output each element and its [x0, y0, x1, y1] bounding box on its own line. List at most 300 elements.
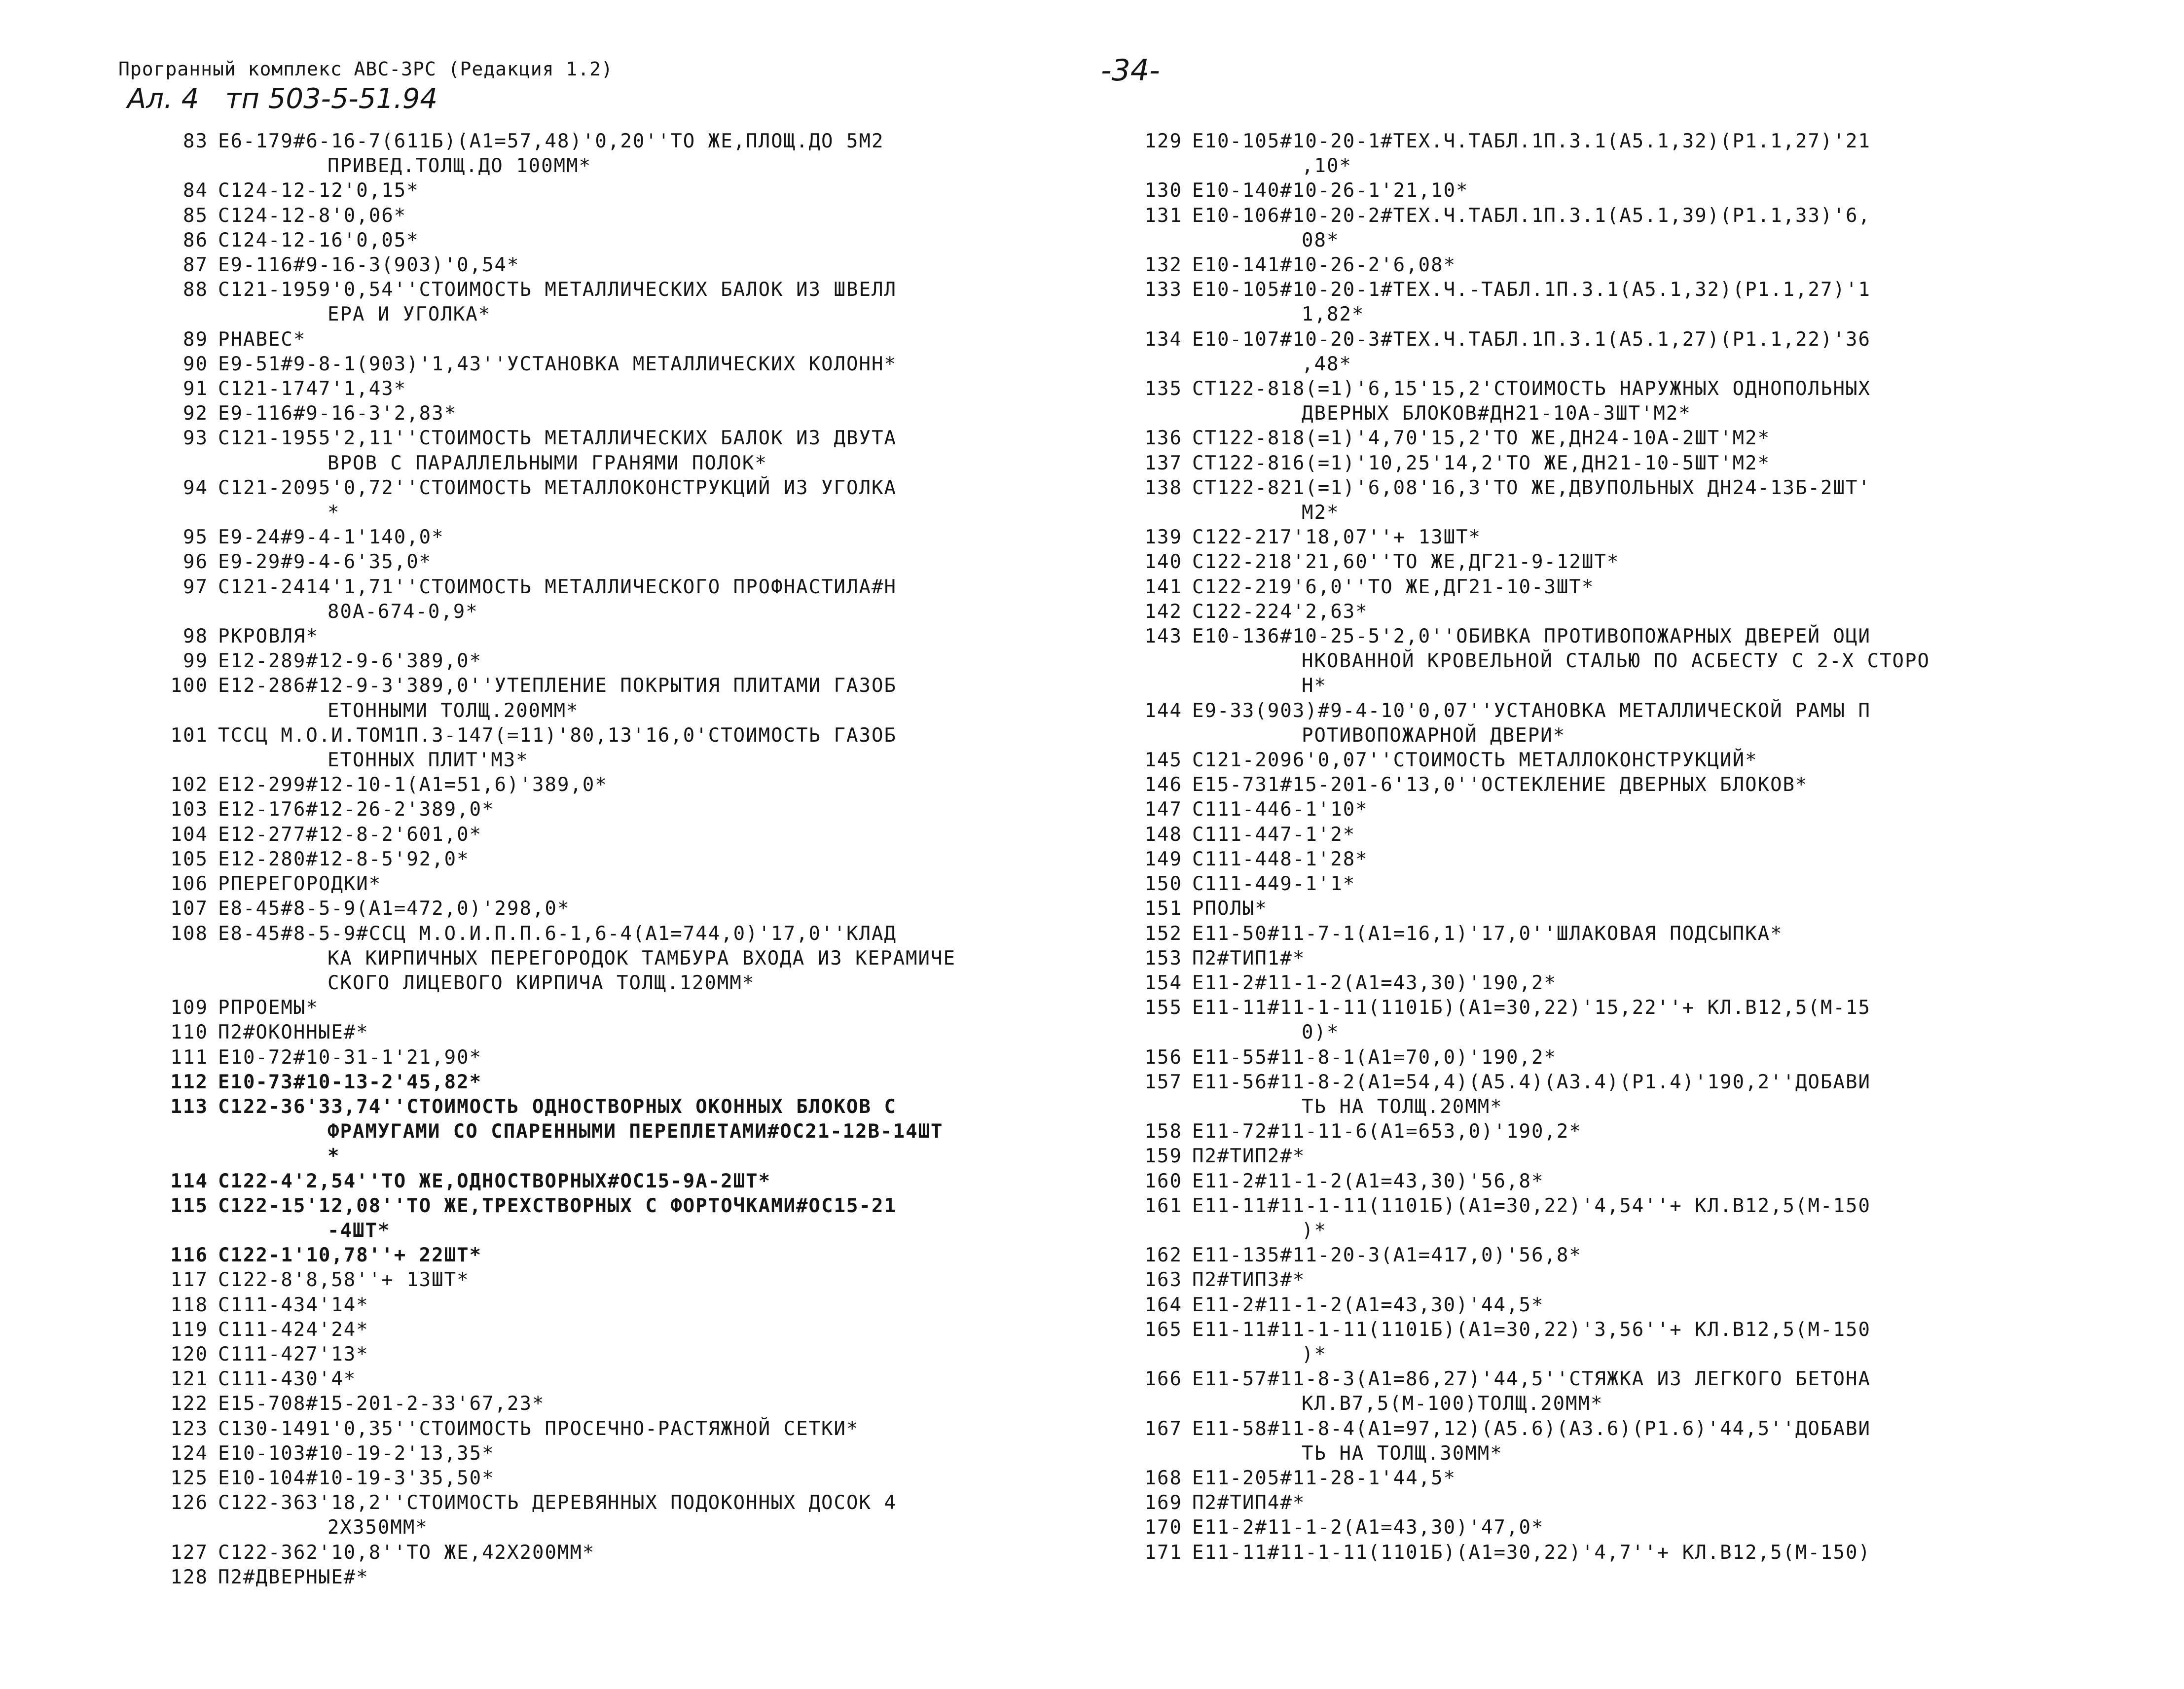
- line-text: -4ШТ*: [328, 1219, 391, 1242]
- line-number: 83: [183, 130, 208, 152]
- line-text: Е15-708#15-201-2-33'67,23*: [218, 1393, 545, 1415]
- line-number: 92: [183, 402, 208, 425]
- listing-line: [163, 377, 1051, 401]
- line-text: С124-12-8'0,06*: [218, 204, 407, 227]
- listing-line: [163, 1515, 1051, 1540]
- line-number: 142: [1144, 600, 1182, 623]
- line-text: Е11-11#11-1-11(1101Б)(А1=30,22)'4,54''+ КЛ.В12,5(М-150: [1192, 1194, 1871, 1217]
- line-number: 132: [1144, 254, 1182, 277]
- line-text: Е9-51#9-8-1(903)'1,43''УСТАНОВКА МЕТАЛЛИЧЕСКИХ КОЛОНН*: [218, 353, 897, 375]
- line-text: 1,82*: [1302, 303, 1365, 326]
- listing-line: [1137, 1515, 2035, 1540]
- line-number: 134: [1144, 328, 1182, 351]
- listing-line: [1137, 748, 2035, 773]
- listing-line: [1137, 649, 2035, 674]
- listing-line: [163, 773, 1051, 797]
- listing-line: [1137, 1169, 2035, 1194]
- listing-line: [1137, 1318, 2035, 1342]
- listing-line: [1137, 1417, 2035, 1441]
- line-number: [1137, 1095, 1182, 1119]
- line-text: ЕРА И УГОЛКА*: [328, 303, 491, 326]
- line-number: [1137, 1020, 1182, 1045]
- line-number: 151: [1144, 898, 1182, 920]
- line-number: 158: [1144, 1120, 1182, 1143]
- line-number: [1137, 1392, 1182, 1416]
- line-text: )*: [1302, 1219, 1327, 1242]
- listing-line: [1137, 179, 2035, 203]
- line-number: 104: [170, 823, 208, 846]
- listing-line: [163, 1342, 1051, 1367]
- listing-line: [163, 1293, 1051, 1318]
- line-text: С124-12-16'0,05*: [218, 229, 419, 252]
- listing-line: [163, 1070, 1051, 1095]
- line-number: 122: [170, 1393, 208, 1415]
- line-number: [1137, 674, 1182, 698]
- line-text: Е11-50#11-7-1(А1=16,1)'17,0''ШЛАКОВАЯ ПОДСЫПКА*: [1192, 922, 1783, 945]
- line-number: 89: [183, 328, 208, 351]
- line-text: П2#ТИП3#*: [1192, 1269, 1306, 1292]
- line-number: 128: [170, 1566, 208, 1588]
- line-text: С130-1491'0,35''СТОИМОСТЬ ПРОСЕЧНО-РАСТЯЖНОЙ СЕТКИ*: [218, 1417, 859, 1440]
- listing-line: [163, 996, 1051, 1020]
- page-number: -34-: [1101, 53, 1160, 88]
- line-number: 98: [183, 625, 208, 648]
- listing-line: [1137, 1243, 2035, 1268]
- line-text: С122-8'8,58''+ 13ШТ*: [218, 1269, 470, 1292]
- right-column: [1137, 129, 2035, 1565]
- listing-line: [1137, 723, 2035, 748]
- line-text: Е12-277#12-8-2'601,0*: [218, 823, 482, 846]
- line-text: С122-218'21,60''ТО ЖЕ,ДГ21-9-12ШТ*: [1192, 551, 1620, 574]
- line-number: [1137, 1219, 1182, 1243]
- listing-line: [1137, 1293, 2035, 1318]
- listing-line: [1137, 600, 2035, 624]
- line-number: 96: [183, 551, 208, 574]
- listing-line: [163, 823, 1051, 847]
- listing-line: [163, 1194, 1051, 1219]
- line-text: ТЬ НА ТОЛЩ.30ММ*: [1302, 1442, 1503, 1465]
- line-number: 90: [183, 353, 208, 375]
- listing-line: [163, 674, 1051, 698]
- line-text: *: [328, 502, 340, 524]
- line-text: ,48*: [1302, 353, 1352, 375]
- listing-line: [1137, 228, 2035, 253]
- line-number: [163, 1515, 208, 1540]
- listing-line: [1137, 575, 2035, 600]
- line-text: Е10-140#10-26-1'21,10*: [1192, 180, 1469, 202]
- line-number: 150: [1144, 873, 1182, 896]
- listing-line: [163, 228, 1051, 253]
- listing-line: [163, 327, 1051, 352]
- listing-line: [163, 723, 1051, 748]
- line-text: Е12-289#12-9-6'389,0*: [218, 650, 482, 673]
- line-text: Е12-299#12-10-1(А1=51,6)'389,0*: [218, 774, 608, 796]
- listing-line: [1137, 1466, 2035, 1491]
- line-text: ТССЦ М.О.И.ТОМ1П.3-147(=11)'80,13'16,0'СТОИМОСТЬ ГАЗОБ: [218, 724, 897, 747]
- listing-line: [1137, 253, 2035, 278]
- line-number: 147: [1144, 798, 1182, 821]
- line-text: С122-36'33,74''СТОИМОСТЬ ОДНОСТВОРНЫХ ОКОННЫХ БЛОКОВ С: [218, 1095, 897, 1118]
- listing-line: [1137, 1119, 2035, 1144]
- line-number: 141: [1144, 575, 1182, 598]
- line-text: С111-424'24*: [218, 1318, 369, 1341]
- line-number: [1137, 154, 1182, 179]
- line-text: СТ122-816(=1)'10,25'14,2'ТО ЖЕ,ДН21-10-5ШТ'М2*: [1192, 452, 1771, 474]
- line-text: С122-363'18,2''СТОИМОСТЬ ДЕРЕВЯННЫХ ПОДОКОННЫХ ДОСОК 4: [218, 1492, 897, 1514]
- line-text: Е11-11#11-1-11(1101Б)(А1=30,22)'4,7''+ КЛ.В12,5(М-150): [1192, 1541, 1871, 1564]
- line-number: 126: [170, 1492, 208, 1514]
- line-number: 112: [170, 1071, 208, 1093]
- line-text: )*: [1302, 1343, 1327, 1366]
- line-number: 99: [183, 650, 208, 673]
- line-text: П2#ОКОННЫЕ#*: [218, 1021, 369, 1044]
- line-text: С122-217'18,07''+ 13ШТ*: [1192, 526, 1482, 549]
- line-number: 139: [1144, 526, 1182, 549]
- line-number: 97: [183, 575, 208, 598]
- line-number: [163, 946, 208, 971]
- line-text: 2Х350ММ*: [328, 1516, 428, 1539]
- line-number: 154: [1144, 971, 1182, 994]
- listing-line: [1137, 624, 2035, 649]
- line-number: 162: [1144, 1244, 1182, 1267]
- listing-line: [163, 501, 1051, 525]
- listing-line: [163, 1219, 1051, 1243]
- listing-line: [1137, 1342, 2035, 1367]
- line-text: С121-2414'1,71''СТОИМОСТЬ МЕТАЛЛИЧЕСКОГО ПРОФНАСТИЛА#Н: [218, 575, 897, 598]
- line-text: ЕТОННЫМИ ТОЛЩ.200ММ*: [328, 699, 579, 722]
- listing-line: [163, 525, 1051, 550]
- line-text: РПРОЕМЫ*: [218, 997, 319, 1019]
- line-text: Е11-57#11-8-3(А1=86,27)'44,5''СТЯЖКА ИЗ ЛЕГКОГО БЕТОНА: [1192, 1368, 1871, 1391]
- line-text: СТ122-821(=1)'6,08'16,3'ТО ЖЕ,ДВУПОЛЬНЫХ ДН24-13Б-2ШТ': [1192, 476, 1871, 499]
- listing-line: [1137, 797, 2035, 822]
- line-text: ФРАМУГАМИ СО СПАРЕННЫМИ ПЕРЕПЛЕТАМИ#ОС21-12В-14ШТ: [328, 1120, 944, 1143]
- line-number: 101: [170, 724, 208, 747]
- line-text: Е10-106#10-20-2#ТЕХ.Ч.ТАБЛ.1П.3.1(А5.1,39)(Р1.1,33)'6,: [1192, 204, 1871, 227]
- line-number: 129: [1144, 130, 1182, 152]
- listing-line: [163, 1169, 1051, 1194]
- listing-line: [163, 699, 1051, 723]
- line-number: [163, 971, 208, 996]
- line-text: С111-448-1'28*: [1192, 848, 1368, 870]
- listing-line: [163, 1318, 1051, 1342]
- line-text: Е9-116#9-16-3(903)'0,54*: [218, 254, 520, 277]
- listing-line: [163, 624, 1051, 649]
- listing-line: [1137, 847, 2035, 872]
- listing-line: [163, 847, 1051, 872]
- listing-line: [163, 946, 1051, 971]
- line-text: РОТИВОПОЖАРНОЙ ДВЕРИ*: [1302, 724, 1566, 747]
- line-text: С121-1955'2,11''СТОИМОСТЬ МЕТАЛЛИЧЕСКИХ БАЛОК ИЗ ДВУТА: [218, 427, 897, 450]
- line-number: 171: [1144, 1541, 1182, 1564]
- line-number: 87: [183, 254, 208, 277]
- line-text: Е11-2#11-1-2(А1=43,30)'44,5*: [1192, 1294, 1544, 1316]
- line-text: М2*: [1302, 502, 1340, 524]
- listing-line: [163, 1144, 1051, 1169]
- line-number: 163: [1144, 1269, 1182, 1292]
- line-number: 113: [170, 1095, 208, 1118]
- line-text: Е9-116#9-16-3'2,83*: [218, 402, 457, 425]
- line-number: 117: [170, 1269, 208, 1292]
- listing-line: [163, 1119, 1051, 1144]
- line-text: Е11-135#11-20-3(А1=417,0)'56,8*: [1192, 1244, 1582, 1267]
- listing-line: [163, 1243, 1051, 1268]
- line-text: Е9-29#9-4-6'35,0*: [218, 551, 432, 574]
- line-text: Е6-179#6-16-7(611Б)(А1=57,48)'0,20''ТО ЖЕ,ПЛОЩ.ДО 5М2: [218, 130, 884, 152]
- listing-line: [1137, 1219, 2035, 1243]
- line-number: [163, 501, 208, 525]
- line-number: 105: [170, 848, 208, 870]
- line-number: [1137, 501, 1182, 525]
- line-number: 93: [183, 427, 208, 450]
- line-number: [1137, 1342, 1182, 1367]
- line-text: Е12-280#12-8-5'92,0*: [218, 848, 470, 870]
- listing-line: [163, 426, 1051, 451]
- line-number: 164: [1144, 1294, 1182, 1316]
- listing-line: [1137, 1070, 2035, 1095]
- line-number: 153: [1144, 947, 1182, 970]
- listing-line: [163, 797, 1051, 822]
- listing-line: [1137, 401, 2035, 426]
- listing-line: [163, 352, 1051, 377]
- line-text: С111-427'13*: [218, 1343, 369, 1366]
- line-text: Е10-107#10-20-3#ТЕХ.Ч.ТАБЛ.1П.3.1(А5.1,27)(Р1.1,22)'36: [1192, 328, 1871, 351]
- listing-line: [163, 1565, 1051, 1590]
- line-text: Е11-11#11-1-11(1101Б)(А1=30,22)'15,22''+ КЛ.В12,5(М-15: [1192, 997, 1871, 1019]
- listing-line: [163, 872, 1051, 897]
- listing-line: [1137, 377, 2035, 401]
- line-text: С111-434'14*: [218, 1294, 369, 1316]
- line-text: С121-1747'1,43*: [218, 378, 407, 400]
- listing-line: [1137, 823, 2035, 847]
- listing-line: [163, 204, 1051, 228]
- line-number: 135: [1144, 378, 1182, 400]
- line-number: 131: [1144, 204, 1182, 227]
- listing-line: [1137, 773, 2035, 797]
- listing-line: [163, 451, 1051, 476]
- listing-line: [1137, 897, 2035, 921]
- line-text: С111-430'4*: [218, 1368, 357, 1391]
- line-text: РКРОВЛЯ*: [218, 625, 319, 648]
- line-text: Е8-45#8-5-9#ССЦ М.О.И.П.П.6-1,6-4(А1=744,0)'17,0''КЛАД: [218, 922, 897, 945]
- listing-line: [163, 476, 1051, 501]
- line-number: [1137, 228, 1182, 253]
- listing-line: [163, 1095, 1051, 1119]
- line-text: Е9-24#9-4-1'140,0*: [218, 526, 444, 549]
- line-number: 166: [1144, 1368, 1182, 1391]
- line-number: 88: [183, 279, 208, 301]
- listing-line: [1137, 1392, 2035, 1416]
- line-text: Е10-104#10-19-3'35,50*: [218, 1467, 495, 1489]
- line-number: [163, 600, 208, 624]
- line-text: Е10-103#10-19-2'13,35*: [218, 1442, 495, 1465]
- line-number: 155: [1144, 997, 1182, 1019]
- listing-line: [163, 401, 1051, 426]
- line-number: 85: [183, 204, 208, 227]
- line-text: С111-449-1'1*: [1192, 873, 1356, 896]
- listing-line: [163, 922, 1051, 946]
- listing-line: [163, 1020, 1051, 1045]
- line-number: 119: [170, 1318, 208, 1341]
- line-text: С122-219'6,0''ТО ЖЕ,ДГ21-10-3ШТ*: [1192, 575, 1595, 598]
- line-number: 168: [1144, 1467, 1182, 1489]
- line-text: Е11-58#11-8-4(А1=97,12)(А5.6)(А3.6)(Р1.6)'44,5''ДОБАВИ: [1192, 1417, 1871, 1440]
- line-text: П2#ТИП4#*: [1192, 1492, 1306, 1514]
- line-number: 116: [170, 1244, 208, 1267]
- listing-line: [1137, 1095, 2035, 1119]
- line-number: [163, 302, 208, 327]
- line-number: 160: [1144, 1170, 1182, 1192]
- line-text: ЕТОННЫХ ПЛИТ'М3*: [328, 749, 529, 772]
- listing-line: [1137, 278, 2035, 302]
- line-number: 140: [1144, 551, 1182, 574]
- line-text: ВРОВ С ПАРАЛЛЕЛЬНЫМИ ГРАНЯМИ ПОЛОК*: [328, 452, 767, 474]
- line-text: Е10-136#10-25-5'2,0''ОБИВКА ПРОТИВОПОЖАРНЫХ ДВЕРЕЙ ОЦИ: [1192, 625, 1871, 648]
- line-number: 91: [183, 378, 208, 400]
- listing-line: [163, 1491, 1051, 1515]
- line-text: С111-446-1'10*: [1192, 798, 1368, 821]
- line-text: Е10-141#10-26-2'6,08*: [1192, 254, 1456, 277]
- listing-line: [163, 154, 1051, 179]
- listing-line: [163, 897, 1051, 921]
- line-number: [163, 1144, 208, 1169]
- line-number: [1137, 401, 1182, 426]
- listing-line: [1137, 946, 2035, 971]
- line-text: 80А-674-0,9*: [328, 600, 478, 623]
- line-number: 125: [170, 1467, 208, 1489]
- line-number: 156: [1144, 1046, 1182, 1069]
- listing-line: [1137, 674, 2035, 698]
- listing-line: [1137, 1367, 2035, 1392]
- line-text: Е11-205#11-28-1'44,5*: [1192, 1467, 1456, 1489]
- line-number: [1137, 302, 1182, 327]
- line-number: 148: [1144, 823, 1182, 846]
- listing-line: [163, 253, 1051, 278]
- line-number: 161: [1144, 1194, 1182, 1217]
- line-number: [1137, 723, 1182, 748]
- listing-line: [1137, 476, 2035, 501]
- line-text: Е11-2#11-1-2(А1=43,30)'47,0*: [1192, 1516, 1544, 1539]
- line-text: ТЬ НА ТОЛЩ.20ММ*: [1302, 1095, 1503, 1118]
- listing-line: [163, 1392, 1051, 1416]
- line-text: Е11-2#11-1-2(А1=43,30)'56,8*: [1192, 1170, 1544, 1192]
- line-number: 169: [1144, 1492, 1182, 1514]
- line-text: РПОЛЫ*: [1192, 898, 1268, 920]
- line-text: Е10-72#10-31-1'21,90*: [218, 1046, 482, 1069]
- line-text: Е10-73#10-13-2'45,82*: [218, 1071, 482, 1093]
- line-number: 94: [183, 476, 208, 499]
- line-text: РПЕРЕГОРОДКИ*: [218, 873, 382, 896]
- line-number: 103: [170, 798, 208, 821]
- line-text: Е10-105#10-20-1#ТЕХ.Ч.-ТАБЛ.1П.3.1(А5.1,32)(Р1.1,27)'1: [1192, 279, 1871, 301]
- listing-line: [163, 1417, 1051, 1441]
- line-text: Е11-2#11-1-2(А1=43,30)'190,2*: [1192, 971, 1557, 994]
- sheet-reference: Ал. 4 тп 503-5-51.94: [127, 83, 438, 115]
- listing-line: [163, 600, 1051, 624]
- line-number: [163, 748, 208, 773]
- line-text: С124-12-12'0,15*: [218, 180, 419, 202]
- line-number: 95: [183, 526, 208, 549]
- line-number: 107: [170, 898, 208, 920]
- line-text: С122-15'12,08''ТО ЖЕ,ТРЕХСТВОРНЫХ С ФОРТОЧКАМИ#ОС15-21: [218, 1194, 897, 1217]
- left-column: [163, 129, 1051, 1590]
- line-number: 146: [1144, 774, 1182, 796]
- listing-line: [163, 1045, 1051, 1070]
- line-number: 157: [1144, 1071, 1182, 1093]
- line-text: С122-1'10,78''+ 22ШТ*: [218, 1244, 482, 1267]
- listing-line: [1137, 352, 2035, 377]
- line-number: [1137, 352, 1182, 377]
- line-number: 86: [183, 229, 208, 252]
- line-number: 100: [170, 675, 208, 697]
- line-text: Е12-176#12-26-2'389,0*: [218, 798, 495, 821]
- listing-line: [1137, 451, 2035, 476]
- line-number: 118: [170, 1294, 208, 1316]
- listing-line: [1137, 525, 2035, 550]
- line-text: П2#ТИП1#*: [1192, 947, 1306, 970]
- line-text: С121-2096'0,07''СТОИМОСТЬ МЕТАЛЛОКОНСТРУКЦИЙ*: [1192, 749, 1758, 772]
- line-text: Е11-56#11-8-2(А1=54,4)(А5.4)(А3.4)(Р1.4)'190,2''ДОБАВИ: [1192, 1071, 1871, 1093]
- line-number: 138: [1144, 476, 1182, 499]
- listing-line: [163, 179, 1051, 203]
- line-text: КЛ.В7,5(М-100)ТОЛЩ.20ММ*: [1302, 1393, 1603, 1415]
- line-text: С122-4'2,54''ТО ЖЕ,ОДНОСТВОРНЫХ#ОС15-9А-2ШТ*: [218, 1170, 771, 1192]
- line-text: Е11-72#11-11-6(А1=653,0)'190,2*: [1192, 1120, 1582, 1143]
- line-number: 145: [1144, 749, 1182, 772]
- listing-line: [163, 302, 1051, 327]
- line-number: 84: [183, 180, 208, 202]
- line-text: *: [328, 1145, 340, 1168]
- listing-line: [1137, 996, 2035, 1020]
- line-number: 123: [170, 1417, 208, 1440]
- line-text: Е9-33(903)#9-4-10'0,07''УСТАНОВКА МЕТАЛЛИЧЕСКОЙ РАМЫ П: [1192, 699, 1871, 722]
- listing-line: [163, 1541, 1051, 1565]
- line-number: 170: [1144, 1516, 1182, 1539]
- line-text: НКОВАННОЙ КРОВЕЛЬНОЙ СТАЛЬЮ ПО АСБЕСТУ С 2-Х СТОРО: [1302, 650, 1930, 673]
- line-text: Е11-55#11-8-1(А1=70,0)'190,2*: [1192, 1046, 1557, 1069]
- line-number: [1137, 1441, 1182, 1466]
- line-text: СТ122-818(=1)'6,15'15,2'СТОИМОСТЬ НАРУЖНЫХ ОДНОПОЛЬНЫХ: [1192, 378, 1871, 400]
- line-number: 152: [1144, 922, 1182, 945]
- line-text: С122-224'2,63*: [1192, 600, 1368, 623]
- line-number: 124: [170, 1442, 208, 1465]
- line-text: Е12-286#12-9-3'389,0''УТЕПЛЕНИЕ ПОКРЫТИЯ ПЛИТАМИ ГАЗОБ: [218, 675, 897, 697]
- line-text: ПРИВЕД.ТОЛЩ.ДО 100ММ*: [328, 155, 592, 178]
- line-text: С111-447-1'2*: [1192, 823, 1356, 846]
- line-number: 144: [1144, 699, 1182, 722]
- line-number: [163, 451, 208, 476]
- line-number: 137: [1144, 452, 1182, 474]
- line-number: 114: [170, 1170, 208, 1192]
- listing-line: [1137, 1194, 2035, 1219]
- line-number: 109: [170, 997, 208, 1019]
- line-number: 130: [1144, 180, 1182, 202]
- line-number: 133: [1144, 279, 1182, 301]
- line-number: [163, 699, 208, 723]
- line-text: Е10-105#10-20-1#ТЕХ.Ч.ТАБЛ.1П.3.1(А5.1,32)(Р1.1,27)'21: [1192, 130, 1871, 152]
- line-number: [163, 1219, 208, 1243]
- line-text: КА КИРПИЧНЫХ ПЕРЕГОРОДОК ТАМБУРА ВХОДА ИЗ КЕРАМИЧЕ: [328, 947, 956, 970]
- line-number: 143: [1144, 625, 1182, 648]
- line-number: 167: [1144, 1417, 1182, 1440]
- listing-line: [1137, 1441, 2035, 1466]
- listing-line: [163, 1268, 1051, 1293]
- line-number: [1137, 649, 1182, 674]
- listing-line: [1137, 1541, 2035, 1565]
- line-number: 108: [170, 922, 208, 945]
- listing-line: [1137, 426, 2035, 451]
- line-number: 111: [170, 1046, 208, 1069]
